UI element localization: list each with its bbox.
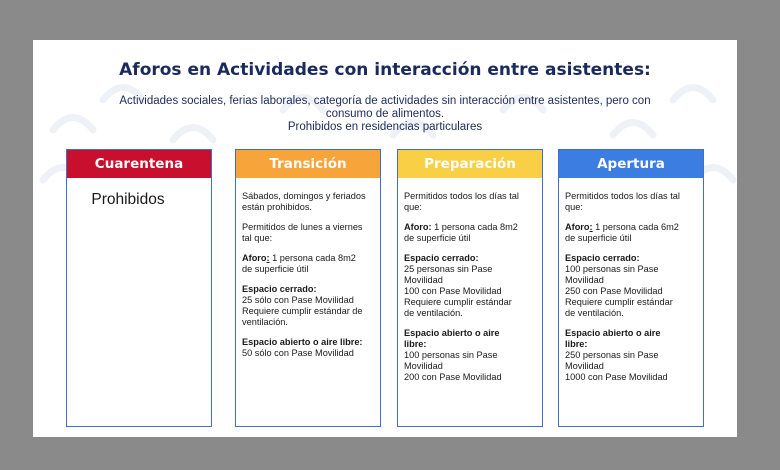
open-space-label: Espacio abierto o aire <box>565 328 661 338</box>
open-space-rule: Espacio abierto o aire libre: 50 sólo con Pase Movilidad <box>242 337 374 359</box>
card-apertura <box>558 149 704 427</box>
card-cuarentena <box>66 149 212 427</box>
aforo-label: Aforo: <box>404 222 432 232</box>
card-body-transicion <box>236 178 380 359</box>
days-rule: Permitidos todos los días tal que: <box>404 191 519 212</box>
open-space-rule: Espacio abierto o aire libre: 250 personas sin Pase Movilidad 1000 con Pase Movilidad <box>565 328 697 383</box>
card-preparacion <box>397 149 543 427</box>
subtitle-line: consumo de alimentos. <box>325 108 445 120</box>
aforo-label: Aforo <box>242 253 267 263</box>
subtitle-line: Prohibidos en residencias particulares <box>287 121 483 133</box>
weekday-rule: Permitidos de lunes a viernes tal que: <box>242 222 363 243</box>
page-title: Aforos en Actividades con interacción entre asistentes: <box>119 60 651 80</box>
closed-space-label: Espacio cerrado: <box>565 253 640 263</box>
subtitle-line: Actividades sociales, ferias laborales, categoría de actividades sin interacción entre asistentes, pero con <box>119 95 651 107</box>
card-body-preparacion <box>398 178 542 383</box>
closed-space-rule: Espacio cerrado: 100 personas sin Pase Movilidad 250 con Pase Movilidad Requiere cumplir estándar de ventilación. <box>565 253 697 319</box>
card-body-cuarentena: Prohibidos <box>91 191 165 208</box>
aforo-rule: Aforo: 1 persona cada 8m2 de superficie útil <box>404 222 518 243</box>
card-transicion <box>235 149 381 427</box>
closed-space-rule: Espacio cerrado: 25 sólo con Pase Movilidad Requiere cumplir estándar de ventilación. <box>242 284 374 328</box>
aforo-rule: Aforo: 1 persona cada 8m2 de superficie útil <box>242 253 356 274</box>
slide <box>33 40 737 437</box>
card-header-apertura: Apertura <box>559 150 703 178</box>
aforo-label: Aforo <box>565 222 590 232</box>
weekend-rule: Sábados, domingos y feriados están prohibidos. <box>242 191 366 212</box>
card-header-preparacion: Preparación <box>398 150 542 178</box>
aforo-rule: Aforo: 1 persona cada 6m2 de superficie útil <box>565 222 679 243</box>
card-header-transicion: Transición <box>236 150 380 178</box>
closed-space-rule: Espacio cerrado: 25 personas sin Pase Movilidad 100 con Pase Movilidad Requiere cumplir estándar de ventilación. <box>404 253 536 319</box>
card-body-apertura <box>559 178 703 383</box>
page-subtitle <box>73 95 697 134</box>
closed-space-label: Espacio cerrado: <box>242 284 317 294</box>
closed-space-label: Espacio cerrado: <box>404 253 479 263</box>
open-space-label: Espacio abierto o aire <box>404 328 500 338</box>
open-space-label: Espacio abierto o aire libre: <box>242 337 363 347</box>
open-space-rule: Espacio abierto o aire libre: 100 personas sin Pase Movilidad 200 con Pase Movilidad <box>404 328 536 383</box>
card-header-cuarentena: Cuarentena <box>67 150 211 178</box>
days-rule: Permitidos todos los días tal que: <box>565 191 680 212</box>
